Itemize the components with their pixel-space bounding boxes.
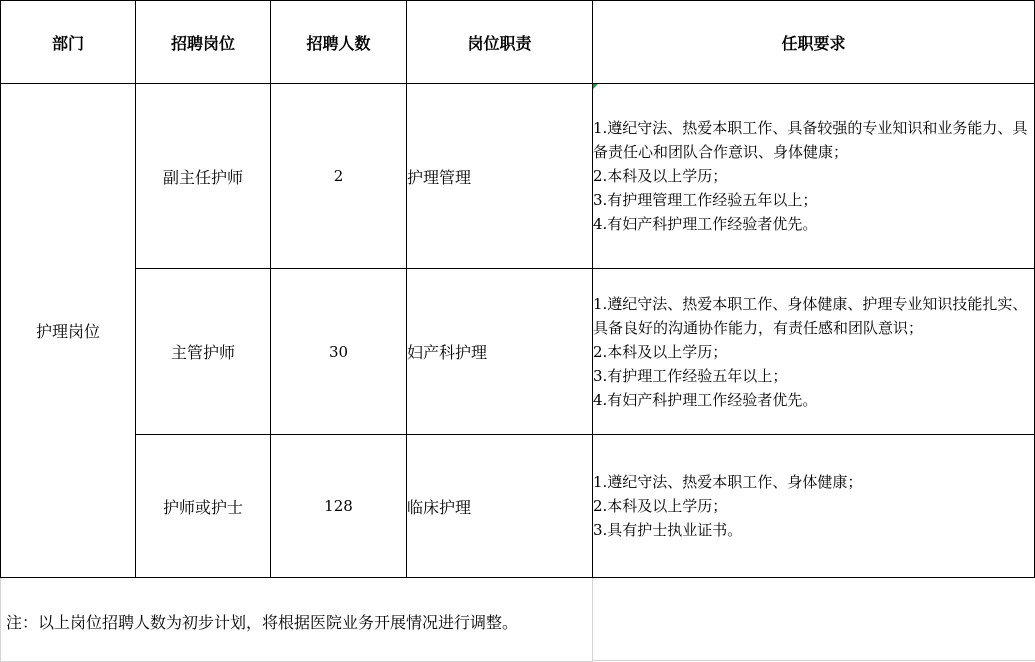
table-row bbox=[1, 269, 1035, 435]
requirement-line: 1.遵纪守法、热爱本职工作、身体健康； bbox=[593, 473, 863, 491]
requirement-line: 3.有护理工作经验五年以上； bbox=[593, 366, 788, 385]
count-cell: 128 bbox=[271, 435, 407, 578]
requirement-line: 1.遵纪守法、热爱本职工作、身体健康、护理专业知识技能扎实、具备良好的沟通协作能力，有责任感和团队意识； bbox=[593, 294, 1028, 337]
duty-cell: 妇产科护理 bbox=[407, 269, 593, 435]
requirement-line: 3.具有护士执业证书。 bbox=[593, 521, 743, 539]
table-row bbox=[1, 84, 1035, 269]
note-text: 注：以上岗位招聘人数为初步计划，将根据医院业务开展情况进行调整。 bbox=[6, 613, 519, 632]
header-requirements: 任职要求 bbox=[593, 1, 1035, 84]
requirement-line: 3.有护理管理工作经验五年以上； bbox=[593, 191, 818, 209]
count-cell: 2 bbox=[271, 84, 407, 269]
header-row bbox=[1, 1, 1035, 84]
requirements-cell bbox=[593, 435, 1035, 578]
header-duty: 岗位职责 bbox=[407, 1, 593, 84]
duty-cell: 护理管理 bbox=[407, 84, 593, 269]
department-cell: 护理岗位 bbox=[1, 84, 136, 578]
header-department: 部门 bbox=[1, 1, 136, 84]
requirement-line: 2.本科及以上学历； bbox=[593, 167, 728, 185]
header-position: 招聘岗位 bbox=[136, 1, 271, 84]
cell-comment-marker bbox=[593, 84, 598, 89]
requirements-cell bbox=[593, 269, 1035, 435]
header-count: 招聘人数 bbox=[271, 1, 407, 84]
position-cell: 护师或护士 bbox=[136, 435, 271, 578]
requirement-line: 2.本科及以上学历； bbox=[593, 497, 728, 515]
position-cell: 主管护师 bbox=[136, 269, 271, 435]
requirement-line: 4.有妇产科护理工作经验者优先。 bbox=[593, 215, 818, 233]
count-cell: 30 bbox=[271, 269, 407, 435]
requirement-line: 4.有妇产科护理工作经验者优先。 bbox=[593, 390, 818, 409]
position-cell: 副主任护师 bbox=[136, 84, 271, 269]
duty-cell: 临床护理 bbox=[407, 435, 593, 578]
empty-cell bbox=[592, 578, 1035, 661]
requirement-line: 2.本科及以上学历； bbox=[593, 342, 728, 361]
note-row bbox=[0, 578, 1035, 661]
table-row bbox=[1, 435, 1035, 578]
requirement-line: 1.遵纪守法、热爱本职工作、具备较强的专业知识和业务能力、具备责任心和团队合作意识、身体健康； bbox=[593, 119, 1028, 161]
note-cell bbox=[0, 578, 593, 662]
requirements-cell bbox=[593, 84, 1035, 269]
